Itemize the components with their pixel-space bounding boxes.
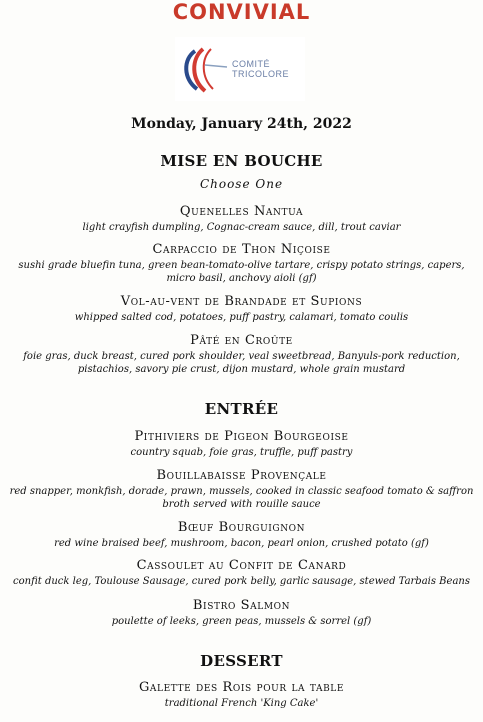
menu-item-description: confit duck leg, Toulouse Sausage, cured pork belly, garlic sausage, stewed Tarbais Beans <box>13 576 470 587</box>
menu-date: Monday, January 24th, 2022 <box>131 116 352 132</box>
menu-item-description: pistachios, savory pie crust, dijon mustard, whole grain mustard <box>77 364 406 375</box>
menu-item-description: micro basil, anchovy aioli (gf) <box>166 273 317 284</box>
menu-item-description: broth served with rouille sauce <box>162 499 321 510</box>
brand-title: CONVIVIAL <box>172 0 311 24</box>
section-title-dessert: DESSERT <box>200 652 283 670</box>
choose-one-label: Choose One <box>199 177 284 191</box>
menu-item-name: Pâté en Croûte <box>190 333 293 348</box>
menu-item-description: whipped salted cod, potatoes, puff pastry, calamari, tomato coulis <box>74 312 409 323</box>
menu-item-name: Quenelles Nantua <box>179 204 304 219</box>
menu-item-description: sushi grade bluefin tuna, green bean-tomato-olive tartare, crispy potato strings, capers, <box>18 260 465 271</box>
menu-item-description: red wine braised beef, mushroom, bacon, pearl onion, crushed potato (gf) <box>54 538 429 549</box>
menu-item-name: Galette des Rois pour la table <box>138 680 345 695</box>
menu-item-name: Bœuf Bourguignon <box>177 520 306 535</box>
logo-line-2: TRICOLORE <box>232 69 290 79</box>
menu-item-name: Pithiviers de Pigeon Bourgeoise <box>134 429 349 444</box>
menu-item-name: Bouillabaisse Provençale <box>156 468 327 483</box>
menu-item-name: Carpaccio de Thon Niçoise <box>152 242 331 257</box>
logo-line-1: COMITÉ <box>232 59 270 69</box>
menu-item-name: Bistro Salmon <box>192 598 291 613</box>
menu-item-description: red snapper, monkfish, dorade, prawn, mussels, cooked in classic seafood tomato & saffron <box>9 486 474 497</box>
menu-item-description: foie gras, duck breast, cured pork shoulder, veal sweetbread, Banyuls-pork reduction, <box>23 351 460 362</box>
menu-item-name: Cassoulet au Confit de Canard <box>136 558 347 573</box>
menu-item-description: country squab, foie gras, truffle, puff pastry <box>130 447 353 458</box>
menu-item-name: Vol-au-vent de Brandade et Supions <box>120 294 363 309</box>
comite-tricolore-logo <box>175 37 305 101</box>
menu-item-description: poulette of leeks, green peas, mussels & sorrel (gf) <box>111 616 372 627</box>
menu-item-description: light crayfish dumpling, Cognac-cream sauce, dill, trout caviar <box>82 222 401 233</box>
section-title-entree: ENTRÉE <box>204 400 279 418</box>
section-title-mise-en-bouche: MISE EN BOUCHE <box>160 152 323 170</box>
menu-item-description: traditional French 'King Cake' <box>164 698 319 709</box>
